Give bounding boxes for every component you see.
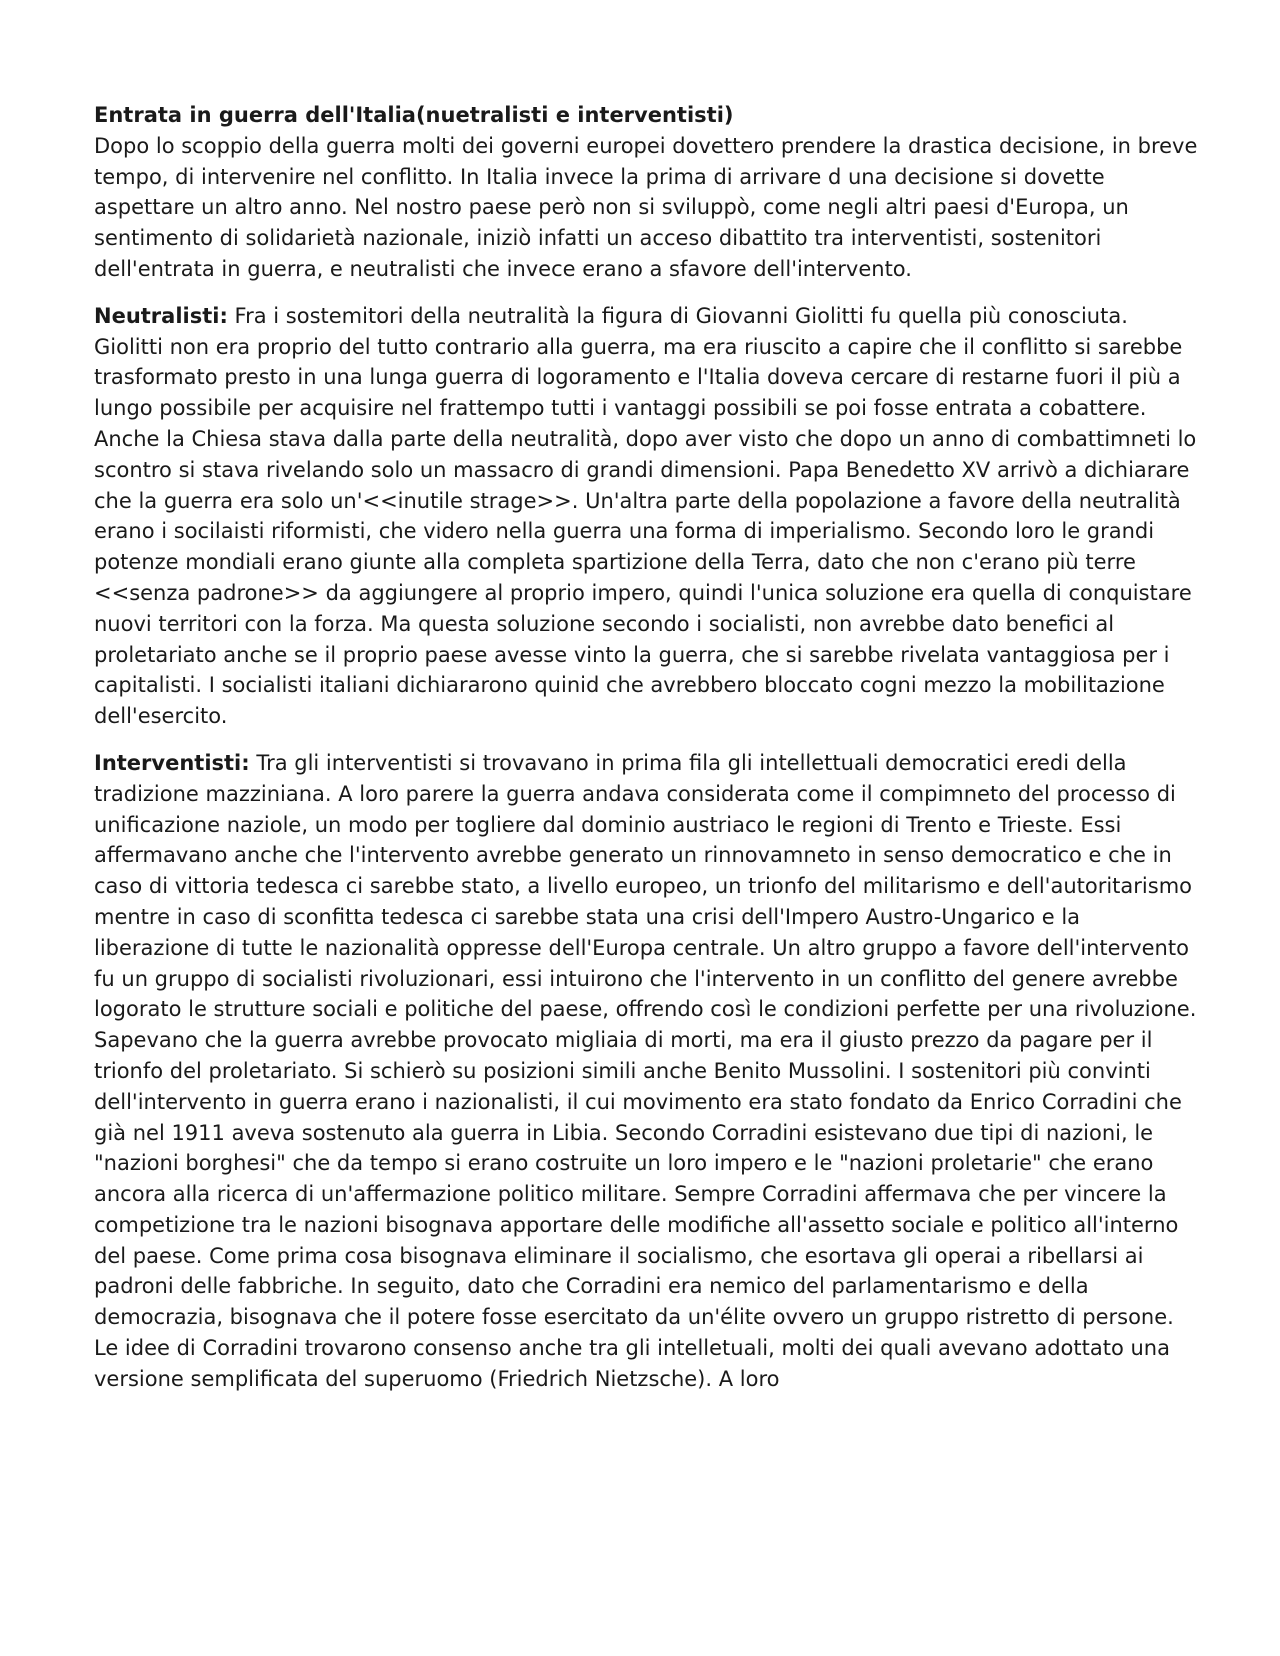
neutralisti-text: Fra i sostemitori della neutralità la figura di Giovanni Giolitti fu quella più conosciuta. Giolitti non era proprio del tutto contrario alla guerra, ma era riuscito a capire che il conflitto si sarebbe trasformato presto in una lunga guerra di logoramento e l'Italia doveva cercare di restarne fuori il più a lungo possibile per acquisire nel frattempo tutti i vantaggi possibili se poi fosse entrata a cobattere. Anche la Chiesa stava dalla parte della neutralità, dopo aver visto che dopo un anno di combattimneti lo scontro si stava rivelando solo un massacro di grandi dimensioni. Papa Benedetto XV arrivò a dichiarare che la guerra era solo un'<<inutile strage>>. Un'altra parte della popolazione a favore della neutralità erano i socilaisti riformisti, che videro nella guerra una forma di imperialismo. Secondo loro le grandi potenze mondiali erano giunte alla completa spartizione della Terra, dato che non c'erano più terre <<senza padrone>> da aggiungere al proprio impero, quindi l'unica soluzione era quella di conquistare nuovi territori con la forza. Ma questa soluzione secondo i socialisti, non avrebbe dato benefici al proletariato anche se il proprio paese avesse vinto la guerra, che si sarebbe rivelata vantaggiosa per i capitalisti. I socialisti italiani dichiararono quinid che avrebbero bloccato cogni mezzo la mobilitazione dell'esercito.	[94, 303, 1197, 729]
interventisti-text: Tra gli interventisti si trovavano in prima fila gli intellettuali democratici eredi della tradizione mazziniana. A loro parere la guerra andava considerata come il compimneto del processo di unificazione naziole, un modo per togliere dal dominio austriaco le regioni di Trento e Trieste. Essi affermavano anche che l'intervento avrebbe generato un rinnovamneto in senso democratico e che in caso di vittoria tedesca ci sarebbe stato, a livello europeo, un trionfo del militarismo e dell'autoritarismo mentre in caso di sconfitta tedesca ci sarebbe stata una crisi dell'Impero Austro-Ungarico e la liberazione di tutte le nazionalità oppresse dell'Europa centrale. Un altro gruppo a favore dell'intervento fu un gruppo di socialisti rivoluzionari, essi intuirono che l'intervento in un conflitto del genere avrebbe logorato le strutture sociali e politiche del paese, offrendo così le condizioni perfette per una rivoluzione. Sapevano che la guerra avrebbe provocato migliaia di morti, ma era il giusto prezzo da pagare per il trionfo del proletariato. Si schierò su posizioni simili anche Benito Mussolini. I sostenitori più convinti dell'intervento in guerra erano i nazionalisti, il cui movimento era stato fondato da Enrico Corradini che già nel 1911 aveva sostenuto ala guerra in Libia. Secondo Corradini esistevano due tipi di nazioni, le "nazioni borghesi" che da tempo si erano costruite un loro impero e le "nazioni proletarie" che erano ancora alla ricerca di un'affermazione politico militare. Sempre Corradini affermava che per vincere la competizione tra le nazioni bisognava apportare delle modifiche all'assetto sociale e politico all'interno del paese. Come prima cosa bisognava eliminare il socialismo, che esortava gli operai a ribellarsi ai padroni delle fabbriche. In seguito, dato che Corradini era nemico del parlamentarismo e della democrazia, bisognava che il potere fosse esercitato da un'élite ovvero un gruppo ristretto di persone. Le idee di Corradini trovarono consenso anche tra gli intelletuali, molti dei quali avevano adottato una versione semplificata del superuomo (Friedrich Nietzsche). A loro	[94, 750, 1197, 1391]
interventisti-heading: Interventisti:	[94, 750, 250, 775]
intro-paragraph: Dopo lo scoppio della guerra molti dei governi europei dovettero prendere la drastica decisione, in breve tempo, di intervenire nel conflitto. In Italia invece la prima di arrivare d una decisione si dovette aspettare un altro anno. Nel nostro paese però non si sviluppò, come negli altri paesi d'Europa, un sentimento di solidarietà nazionale, iniziò infatti un acceso dibattito tra interventisti, sostenitori dell'entrata in guerra, e neutralisti che invece erano a sfavore dell'intervento.	[94, 133, 1198, 281]
document-page	[94, 100, 1198, 1411]
neutralisti-paragraph	[94, 301, 1198, 732]
interventisti-paragraph	[94, 748, 1198, 1395]
document-title: Entrata in guerra dell'Italia(nuetralisti e interventisti)	[94, 103, 734, 127]
neutralisti-heading: Neutralisti:	[94, 303, 228, 328]
